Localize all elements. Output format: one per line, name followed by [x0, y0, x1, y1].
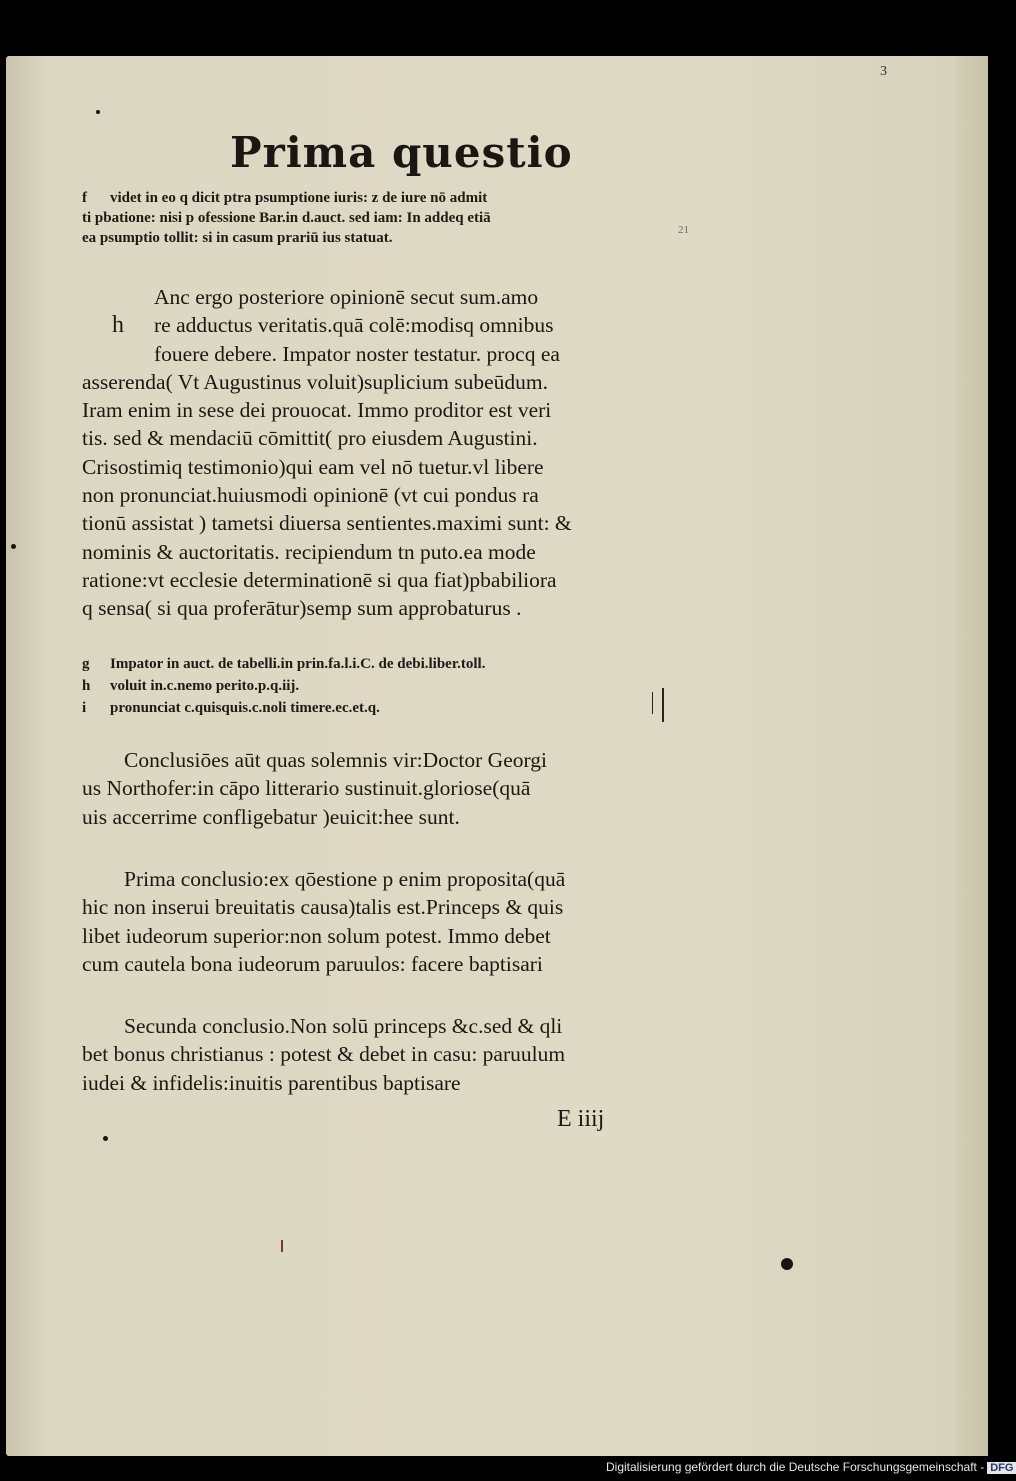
text-line: iudei & infidelis:inuitis parentibus baptisare	[82, 1070, 461, 1095]
ink-dot	[103, 1136, 108, 1141]
paragraph-second-conclusion	[82, 1012, 657, 1097]
paragraph-main	[82, 283, 652, 623]
marginal-mark-top: 3	[880, 64, 887, 79]
text-line: Prima conclusio:ex qōestione p enim proposita(quā	[124, 867, 566, 891]
text-line: q sensa( si qua proferātur)semp sum approbaturus .	[82, 596, 522, 621]
text-line: Conclusiōes aūt quas solemnis vir:Doctor Georgi	[124, 748, 547, 772]
footnote-f-line3: ea psumptio tollit: si in casum prariū ius statuat.	[82, 230, 393, 246]
footnote-f-line2: ti pbatione: nisi p ofessione Bar.in d.auct. sed iam: In addeq etiā	[82, 210, 491, 226]
text-line: Secunda conclusio.Non solū princeps &c.sed & qli	[124, 1014, 563, 1038]
ink-dot	[96, 110, 100, 114]
text-line: cum cautela bona iudeorum paruulos: facere baptisari	[82, 951, 543, 976]
text-line: tionū assistat ) tametsi diuersa sentientes.maximi sunt: &	[82, 511, 572, 536]
text-line: Iram enim in sese dei prouocat. Immo proditor est veri	[82, 398, 552, 423]
text-line: hic non inserui breuitatis causa)talis est.Princeps & quis	[82, 895, 564, 920]
marginal-mark-side: 21	[678, 224, 689, 236]
footnote-g: g Impator in auct. de tabelli.in prin.fa.l.i.C. de debi.liber.toll.	[82, 656, 486, 672]
text-line: Crisostimiq testimonio)qui eam vel nō tuetur.vl libere	[82, 454, 544, 479]
text-line: tis. sed & mendaciū cōmittit( pro eiusdem Augustini.	[82, 426, 538, 451]
page-heading: Prima questio	[230, 128, 573, 177]
footnote-f: f videt in eo q dicit ptra psumptione iuris: z de iure nō admit	[82, 190, 488, 206]
text-line: Anc ergo posteriore opinionē secut sum.amo	[154, 285, 539, 309]
text-line: bet bonus christianus : potest & debet in casu: paruulum	[82, 1042, 566, 1067]
ink-blot	[781, 1258, 793, 1270]
text-line: nominis & auctoritatis. recipiendum tn puto.ea mode	[82, 539, 536, 564]
footnote-h: h voluit in.c.nemo perito.p.q.iij.	[82, 678, 300, 694]
footnote-i: i pronunciat c.quisquis.c.noli timere.ec.et.q.	[82, 700, 380, 716]
text-line: asserenda( Vt Augustinus voluit)suplicium subeūdum.	[82, 369, 548, 394]
page-edge	[955, 56, 988, 1456]
text-line: ratione:vt ecclesie determinationē si qua fiat)pbabiliora	[82, 567, 557, 592]
text-line: uis accerrime confligebatur )euicit:hee sunt.	[82, 804, 460, 829]
text-line: us Northofer:in cāpo litterario sustinuit.gloriose(quā	[82, 776, 531, 801]
dfg-logo: DFG	[987, 1462, 1016, 1474]
rule-mark	[652, 692, 653, 714]
red-mark	[281, 1240, 283, 1252]
text-line: fouere debere. Impator noster testatur. procq ea	[154, 341, 560, 366]
ink-dot	[11, 544, 16, 549]
text-line: non pronunciat.huiusmodi opinionē (vt cui pondus ra	[82, 483, 539, 508]
signature-mark: E iiij	[557, 1106, 605, 1132]
paragraph-first-conclusion	[82, 865, 657, 978]
text-line: libet iudeorum superior:non solum potest. Immo debet	[82, 923, 551, 948]
text-line: re adductus veritatis.quā colē:modisq omnibus	[154, 313, 554, 338]
digitization-credit: Digitalisierung gefördert durch die Deutsche Forschungsgemeinschaft - DFG	[606, 1460, 1016, 1474]
rule-mark	[662, 688, 664, 722]
paragraph-conclusions-intro	[82, 746, 657, 831]
marginal-letter-h: h	[112, 312, 124, 338]
